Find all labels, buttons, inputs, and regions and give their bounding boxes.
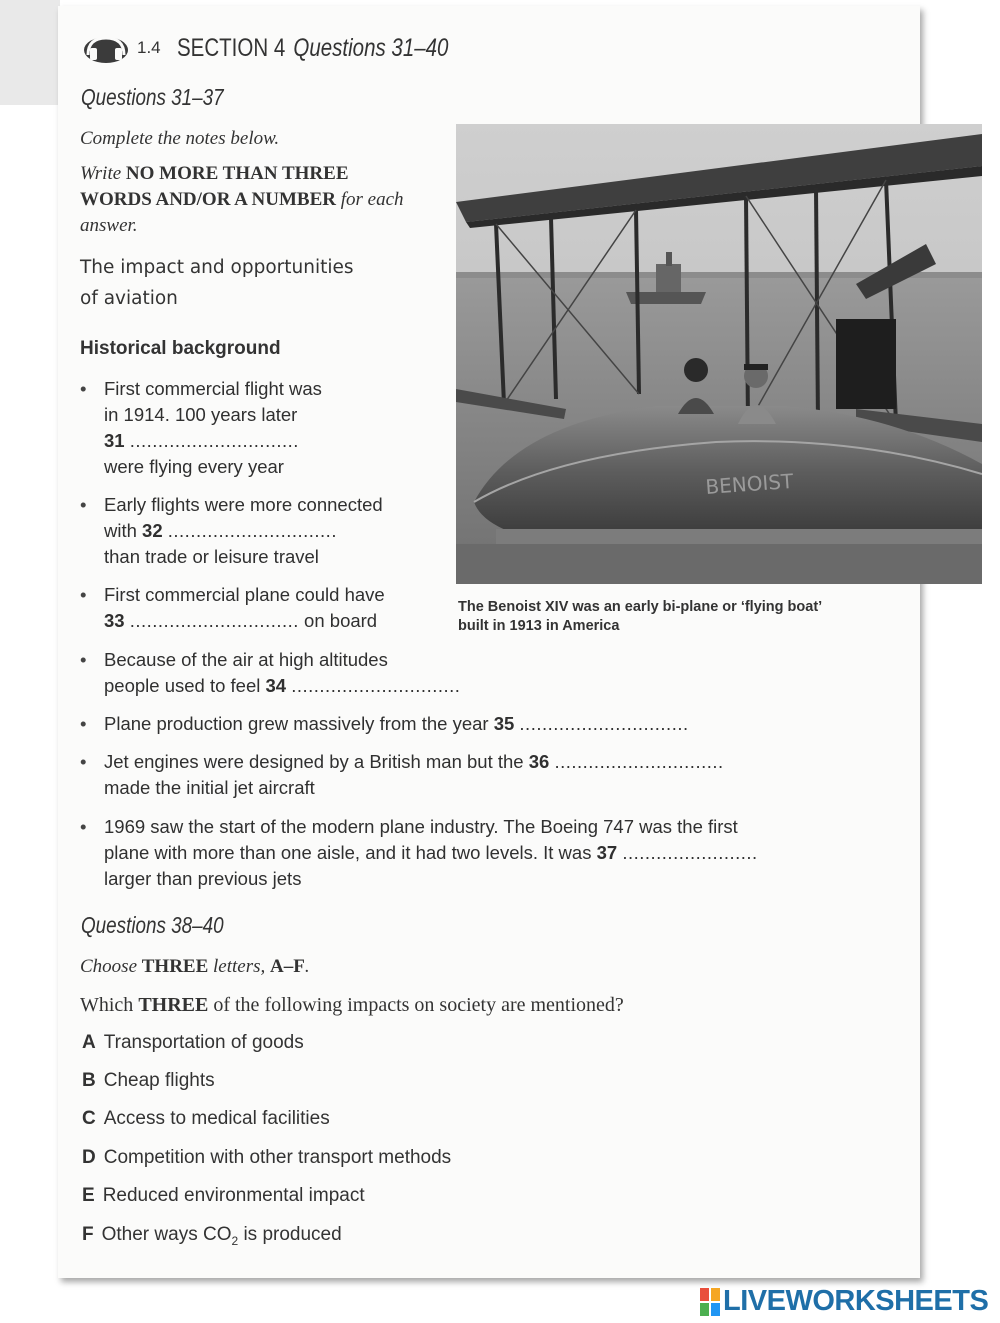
option-e[interactable]: E Reduced environmental impact	[82, 1185, 365, 1206]
photo-caption: The Benoist XIV was an early bi-plane or ‘flying boat’ built in 1913 in America	[458, 599, 823, 634]
benoist-photo	[456, 124, 982, 584]
answer-blank-32[interactable]: ..............................	[167, 520, 337, 541]
note-31: • First commercial flight was in 1914. 100 years later 31 .............................. were flying every year	[80, 376, 322, 480]
liveworksheets-watermark	[700, 1285, 988, 1318]
part1-title: Questions 31–37	[81, 84, 224, 110]
part2-title: Questions 38–40	[81, 912, 224, 938]
answer-blank-36[interactable]: ..............................	[554, 751, 724, 772]
option-d[interactable]: D Competition with other transport methods	[82, 1147, 452, 1168]
section-label: SECTION 4	[176, 33, 285, 62]
instruction-write: Write NO MORE THAN THREE WORDS AND/OR A NUMBER for each answer.	[80, 163, 404, 236]
answer-blank-34[interactable]: ..............................	[291, 675, 461, 696]
worksheet-page	[58, 6, 920, 1278]
fuselage-lettering: BENOIST	[704, 468, 795, 499]
notes-title: The impact and opportunities of aviation	[80, 257, 354, 309]
note-34: • Because of the air at high altitudes people used to feel 34 ..............................	[80, 647, 460, 699]
note-33: • First commercial plane could have 33 .............................. on board	[80, 582, 385, 634]
background-shade	[0, 0, 60, 105]
instruction-choose: Choose THREE letters, A–F.	[80, 956, 310, 977]
note-37: • 1969 saw the start of the modern plane industry. The Boeing 747 was the first plane with more than one aisle, and it had two levels. It was 37 ........................ larger than previous jets	[80, 814, 758, 892]
answer-blank-37[interactable]: ........................	[622, 842, 758, 863]
note-36: • Jet engines were designed by a British man but the 36 .............................. made the initial jet aircraft	[80, 749, 724, 801]
section-header	[81, 28, 508, 68]
historical-background-heading: Historical background	[80, 338, 281, 359]
answer-blank-33[interactable]: ..............................	[129, 610, 299, 631]
section-title	[177, 34, 448, 63]
track-number: 1.4	[137, 38, 161, 57]
note-35: • Plane production grew massively from the year 35 ..............................	[80, 711, 689, 737]
option-f[interactable]: F Other ways $CO_2$ is produced	[82, 1224, 342, 1248]
note-32: • Early flights were more connected with 32 .............................. than trade or leisure travel	[80, 492, 383, 570]
answer-blank-35[interactable]: ..............................	[519, 713, 689, 734]
liveworksheets-logo-icon	[700, 1288, 720, 1316]
option-c[interactable]: C Access to medical facilities	[82, 1108, 330, 1129]
watermark-text: LIVEWORKSHEETS	[723, 1285, 989, 1317]
questions-range: Questions 31–40	[293, 33, 449, 62]
question-text: Which THREE of the following impacts on society are mentioned?	[80, 994, 624, 1016]
option-a[interactable]: A Transportation of goods	[82, 1032, 304, 1053]
option-b[interactable]: B Cheap flights	[82, 1070, 215, 1091]
answer-blank-31[interactable]: ..............................	[129, 430, 299, 451]
flying-boat-image	[456, 124, 982, 584]
headphones-icon	[81, 33, 131, 63]
instruction-complete: Complete the notes below.	[80, 128, 280, 149]
